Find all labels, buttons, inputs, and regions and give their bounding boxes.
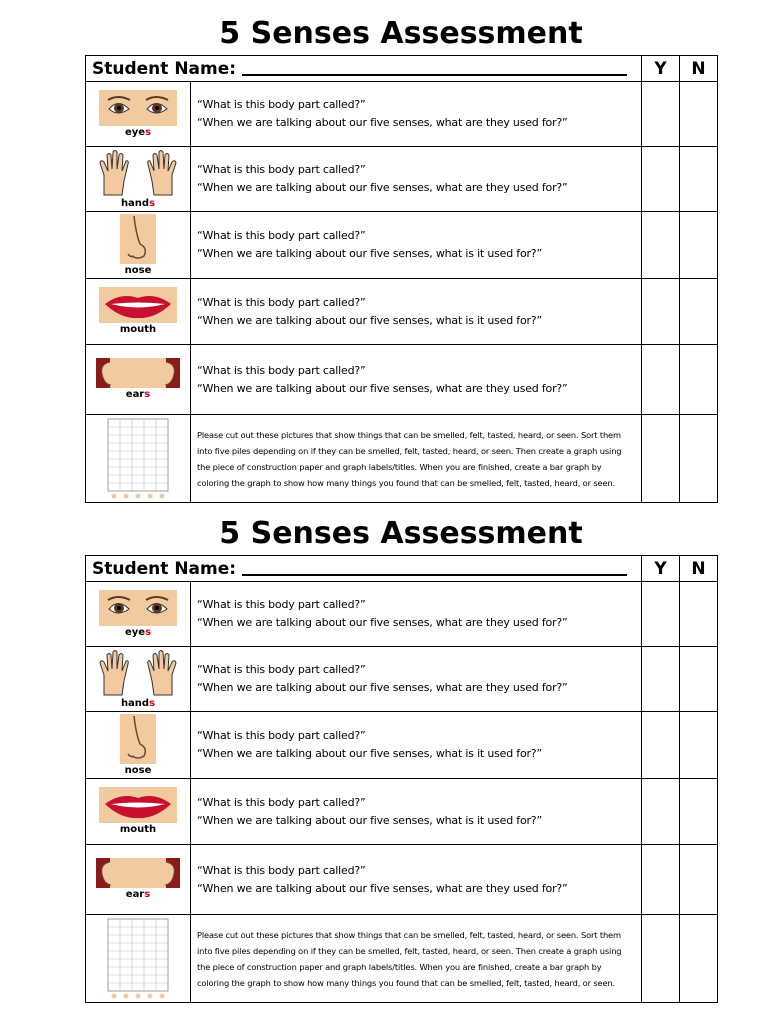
student-name-cell bbox=[86, 556, 642, 582]
graph-icon bbox=[106, 917, 170, 1001]
table-row bbox=[86, 915, 718, 1003]
question-1: “What is this body part called?” bbox=[197, 229, 366, 242]
picture-label: nose bbox=[124, 264, 152, 276]
yes-checkbox[interactable] bbox=[642, 647, 680, 712]
page-title: 5 Senses Assessment bbox=[219, 16, 583, 51]
nose-icon bbox=[120, 214, 156, 264]
question-2: “When we are talking about our five senses, what are they used for?” bbox=[197, 616, 568, 629]
table-row bbox=[86, 845, 718, 915]
yes-checkbox[interactable] bbox=[642, 345, 680, 415]
instructions-text: Please cut out these pictures that show things that can be smelled, felt, tasted, heard, or seen. Sort them into five piles depending on if they can be smelled, felt, tasted, heard, or seen. Then create a graph using the piece of construction paper and graph labels/titles. When you are finished, create a bar graph by coloring the graph to show how many things you found that can be smelled, felt, tasted, heard, or seen. bbox=[191, 415, 642, 503]
yes-header: Y bbox=[642, 56, 680, 82]
question-cell bbox=[191, 147, 642, 212]
question-2: “When we are talking about our five senses, what is it used for?” bbox=[197, 247, 542, 260]
no-checkbox[interactable] bbox=[680, 712, 718, 779]
picture-label: hands bbox=[120, 197, 156, 209]
table-row bbox=[86, 279, 718, 345]
table-row bbox=[86, 712, 718, 779]
table-row bbox=[86, 647, 718, 712]
no-checkbox[interactable] bbox=[680, 647, 718, 712]
picture-label: nose bbox=[124, 764, 152, 776]
mouth-icon bbox=[99, 787, 177, 823]
yes-checkbox[interactable] bbox=[642, 582, 680, 647]
table-row bbox=[86, 779, 718, 845]
question-2: “When we are talking about our five senses, what is it used for?” bbox=[197, 747, 542, 760]
no-checkbox[interactable] bbox=[680, 845, 718, 915]
eyes-icon bbox=[99, 90, 177, 126]
table-row bbox=[86, 582, 718, 647]
table-row bbox=[86, 82, 718, 147]
picture-cell bbox=[86, 779, 191, 845]
question-1: “What is this body part called?” bbox=[197, 598, 366, 611]
no-checkbox[interactable] bbox=[680, 779, 718, 845]
question-1: “What is this body part called?” bbox=[197, 163, 366, 176]
eyes-icon bbox=[99, 590, 177, 626]
student-name-field[interactable] bbox=[242, 59, 627, 76]
no-checkbox[interactable] bbox=[680, 915, 718, 1003]
question-2: “When we are talking about our five senses, what is it used for?” bbox=[197, 813, 542, 827]
student-name-field[interactable] bbox=[242, 559, 627, 576]
question-cell bbox=[191, 712, 642, 779]
question-cell bbox=[191, 582, 642, 647]
question-2: “When we are talking about our five senses, what are they used for?” bbox=[197, 881, 568, 895]
picture-label: eyes bbox=[124, 626, 152, 638]
table-row bbox=[86, 212, 718, 279]
question-1: “What is this body part called?” bbox=[197, 363, 366, 377]
picture-label: hands bbox=[120, 697, 156, 709]
picture-label: ears bbox=[125, 389, 151, 400]
picture-label: eyes bbox=[124, 126, 152, 138]
question-2: “When we are talking about our five senses, what are they used for?” bbox=[197, 681, 568, 694]
table-row bbox=[86, 415, 718, 503]
question-1: “What is this body part called?” bbox=[197, 295, 366, 309]
table-row bbox=[86, 147, 718, 212]
picture-cell bbox=[86, 345, 191, 415]
no-checkbox[interactable] bbox=[680, 212, 718, 279]
yes-checkbox[interactable] bbox=[642, 279, 680, 345]
no-checkbox[interactable] bbox=[680, 82, 718, 147]
picture-cell bbox=[86, 845, 191, 915]
question-cell bbox=[191, 279, 642, 345]
student-name-label: Student Name: bbox=[92, 558, 237, 579]
picture-cell bbox=[86, 582, 191, 647]
question-1: “What is this body part called?” bbox=[197, 729, 366, 742]
picture-cell bbox=[86, 712, 191, 779]
no-checkbox[interactable] bbox=[680, 147, 718, 212]
header-row bbox=[86, 556, 718, 582]
question-cell bbox=[191, 82, 642, 147]
question-cell bbox=[191, 845, 642, 915]
yes-checkbox[interactable] bbox=[642, 915, 680, 1003]
page-title: 5 Senses Assessment bbox=[219, 516, 583, 551]
yes-checkbox[interactable] bbox=[642, 845, 680, 915]
yes-checkbox[interactable] bbox=[642, 82, 680, 147]
hands-icon bbox=[98, 649, 178, 697]
question-2: “When we are talking about our five senses, what are they used for?” bbox=[197, 181, 568, 194]
no-checkbox[interactable] bbox=[680, 345, 718, 415]
student-name-cell bbox=[86, 56, 642, 82]
header-row bbox=[86, 56, 718, 82]
question-cell bbox=[191, 212, 642, 279]
yes-checkbox[interactable] bbox=[642, 779, 680, 845]
picture-cell bbox=[86, 82, 191, 147]
picture-cell bbox=[86, 415, 191, 503]
question-2: “When we are talking about our five senses, what are they used for?” bbox=[197, 116, 568, 129]
graph-icon bbox=[106, 417, 170, 501]
assessment-table bbox=[85, 55, 718, 503]
hands-icon bbox=[98, 149, 178, 197]
question-cell bbox=[191, 647, 642, 712]
yes-header: Y bbox=[642, 556, 680, 582]
question-2: “When we are talking about our five senses, what are they used for?” bbox=[197, 381, 568, 395]
picture-cell bbox=[86, 147, 191, 212]
picture-cell bbox=[86, 279, 191, 345]
no-header: N bbox=[680, 556, 718, 582]
student-name-label: Student Name: bbox=[92, 58, 237, 79]
instructions-text: Please cut out these pictures that show things that can be smelled, felt, tasted, heard, or seen. Sort them into five piles depending on if they can be smelled, felt, tasted, heard, or seen. Then create a graph using the piece of construction paper and graph labels/titles. When you are finished, create a bar graph by coloring the graph to show how many things you found that can be smelled, felt, tasted, heard, or seen. bbox=[191, 915, 642, 1003]
question-2: “When we are talking about our five senses, what is it used for?” bbox=[197, 313, 542, 327]
picture-cell bbox=[86, 647, 191, 712]
picture-cell bbox=[86, 212, 191, 279]
question-1: “What is this body part called?” bbox=[197, 98, 366, 111]
picture-label: mouth bbox=[119, 824, 157, 835]
table-row bbox=[86, 345, 718, 415]
no-header: N bbox=[680, 56, 718, 82]
yes-checkbox[interactable] bbox=[642, 147, 680, 212]
question-1: “What is this body part called?” bbox=[197, 795, 366, 809]
question-1: “What is this body part called?” bbox=[197, 863, 366, 877]
mouth-icon bbox=[99, 287, 177, 323]
no-checkbox[interactable] bbox=[680, 279, 718, 345]
no-checkbox[interactable] bbox=[680, 582, 718, 647]
question-1: “What is this body part called?” bbox=[197, 663, 366, 676]
ears-icon bbox=[96, 358, 180, 388]
yes-checkbox[interactable] bbox=[642, 712, 680, 779]
assessment-table bbox=[85, 555, 718, 1003]
yes-checkbox[interactable] bbox=[642, 415, 680, 503]
picture-cell bbox=[86, 915, 191, 1003]
picture-label: ears bbox=[125, 889, 151, 900]
ears-icon bbox=[96, 858, 180, 888]
yes-checkbox[interactable] bbox=[642, 212, 680, 279]
picture-label: mouth bbox=[119, 324, 157, 335]
question-cell bbox=[191, 779, 642, 845]
nose-icon bbox=[120, 714, 156, 764]
question-cell bbox=[191, 345, 642, 415]
no-checkbox[interactable] bbox=[680, 415, 718, 503]
